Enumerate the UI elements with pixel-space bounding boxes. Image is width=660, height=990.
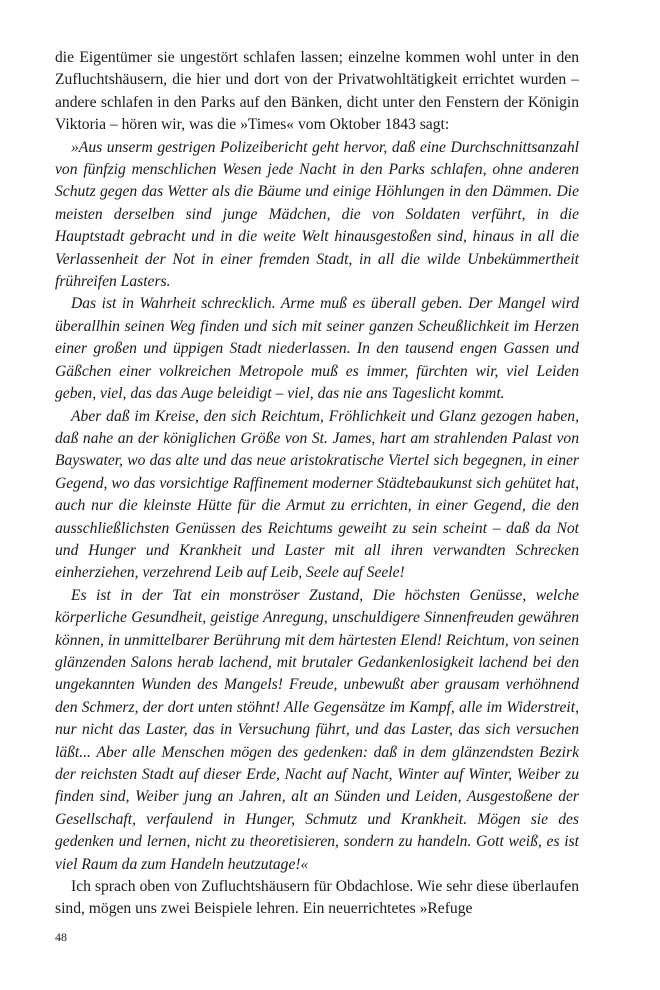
- paragraph-intro: die Eigentümer sie ungestört schlafen lassen; einzelne kommen wohl unter in den Zufluchtshäusern, die hier und dort von der Privatwohltätigkeit errichtet wurden – andere schlafen in den Parks auf den Bänken, dicht unter den Fenstern der Königin Viktoria – hören wir, was die »Times« vom Oktober 1843 sagt:: [55, 49, 579, 134]
- paragraph-poverty: Das ist in Wahrheit schrecklich. Arme muß es überall geben. Der Mangel wird überallhin seinen Weg finden und sich mit seiner ganzen Scheußlichkeit im Herzen einer großen und üppigen Stadt niederlassen. In den tausend engen Gassen und Gäßchen einer volkreichen Metropole muß es immer, fürchten wir, viel Leiden geben, viel, das das Auge beleidigt – viel, das nie ans Tageslicht kommt.: [55, 295, 579, 403]
- paragraph-monstrous: Es ist in der Tat ein monströser Zustand, Die höchsten Genüsse, welche körperliche Gesundheit, geistige Anregung, unschuldigere Sinnenfreuden gewähren können, in unmittelbarer Berührung mit dem härtesten Elend! Reichtum, von seinen glänzenden Salons herab lachend, mit brutaler Gedankenlosigkeit lachend bei den ungekannten Wunden des Mangels! Freude, unbewußt aber grausam verhöhnend den Schmerz, der dort unten stöhnt! Alle Gegensätze im Kampf, alle im Widerstreit, nur nicht das Laster, das in Versuchung führt, und das Laster, das sich versuchen läßt... Aber alle Menschen mögen des gedenken: daß in dem glänzendsten Bezirk der reichsten Stadt auf dieser Erde, Nacht auf Nacht, Winter auf Winter, Weiber zu finden sind, Weiber jung an Jahren, alt an Sünden und Leiden, Ausgestoßene der Gesellschaft, verfaulend in Hunger, Schmutz und Krankheit. Mögen sie des gedenken und lernen, nicht zu theoretisieren, sondern zu handeln. Gott weiß, es ist viel Raum da zum Handeln heutzutage!«: [55, 586, 579, 873]
- paragraph-st-james: Aber daß im Kreise, den sich Reichtum, Fröhlichkeit und Glanz gezogen haben, daß nahe an der königlichen Größe von St. James, hart am strahlenden Palast von Bayswater, wo das alte und das neue aristokratische Viertel sich begegnen, in einer Gegend, wo das vorsichtige Raffinement moderner Städtebaukunst sich gehütet hat, auch nur die kleinste Hütte für die Armut zu errichten, in einer Gegend, die den ausschließlichsten Genüssen des Reichtums geweiht zu sein scheint – daß da Not und Hunger und Krankheit und Laster mit all ihren verwandten Schrecken einherziehen, verzehrend Leib auf Leib, Seele auf Seele!: [55, 407, 579, 582]
- paragraph-refuges: Ich sprach oben von Zufluchtshäusern für Obdachlose. Wie sehr diese überlaufen sind, mögen uns zwei Beispiele lehren. Ein neuerrichtetes »Refuge: [55, 878, 579, 918]
- paragraph-times-quote: »Aus unserm gestrigen Polizeibericht geht hervor, daß eine Durchschnittsanzahl von fünfzig menschlichen Wesen jede Nacht in den Parks schlafen, ohne anderen Schutz gegen das Wetter als die Bäume und einige Höhlungen in den Dämmen. Die meisten derselben sind junge Mädchen, die von Soldaten verführt, in die Hauptstadt gebracht und in die weite Welt hinausgestoßen sind, hinaus in all die Verlassenheit der Not in einer fremden Stadt, in all die wilde Unbekümmertheit frühreifen Lasters.: [55, 138, 579, 291]
- body-text: [55, 47, 579, 921]
- page-number: 48: [55, 930, 67, 944]
